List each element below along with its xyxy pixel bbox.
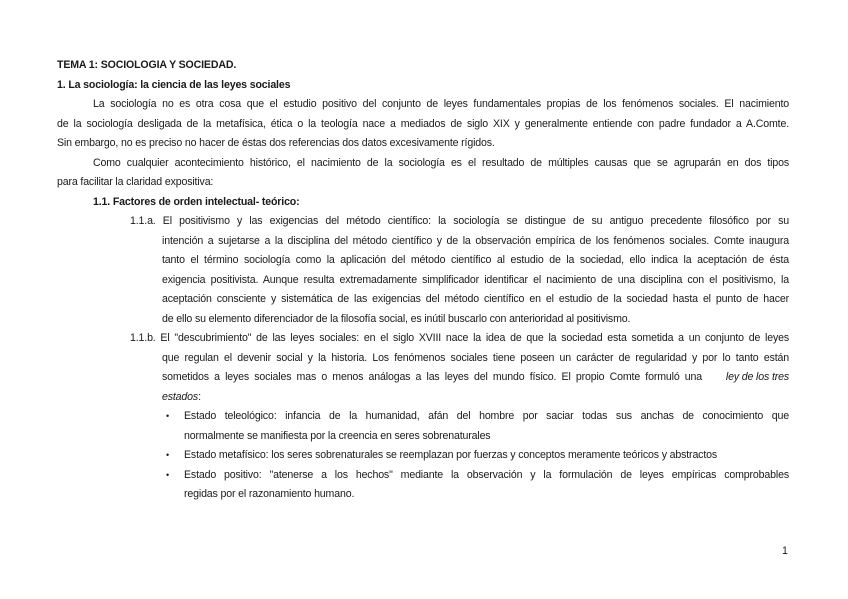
item-b-text: sometidos a leyes sociales mas o menos análogas a las leyes del mundo físico. El propio Comte formuló una: [162, 371, 702, 383]
item-a-line: exigencia positivista. Aunque resulta extremadamente simplificador identificar el nacimiento de una disciplina con el positivismo, la: [162, 274, 789, 286]
item-b-italic-term: estados: [162, 391, 199, 403]
item-a-line: intención a sujetarse a la disciplina del método científico y de la observación empírica de los fenómenos sociales. Comte inaugura: [162, 235, 789, 247]
item-b-line: [162, 370, 789, 384]
bullet-line: Estado teleológico: infancia de la humanidad, afán del hombre por saciar todas sus anchas de conocimiento que: [184, 410, 789, 422]
item-b-line: [162, 390, 201, 404]
bullet-line: Estado positivo: "atenerse a los hechos" mediante la observación y la formulación de leyes empíricas comprobables: [184, 469, 789, 481]
paragraph-line: de la sociología desligada de la metafísica, ética o la teología nace a mediados de siglo XIX y generalmente entiende con padre fundador a A.Comte.: [57, 118, 789, 130]
item-b-line: que regulan el devenir social y la historia. Los fenómenos sociales tiene poseen un carácter de regularidad y por lo tanto están: [162, 352, 789, 364]
bullet-dot: •: [166, 470, 170, 480]
doc-title: TEMA 1: SOCIOLOGIA Y SOCIEDAD.: [57, 59, 237, 71]
bullet-line: regidas por el razonamiento humano.: [184, 488, 355, 500]
page-number: 1: [782, 545, 788, 557]
paragraph-line: Como cualquier acontecimiento histórico, el nacimiento de la sociología es el resultado de múltiples causas que se agruparán en dos tipos: [93, 157, 789, 169]
item-b-italic-term: ley de los tres: [725, 371, 789, 383]
item-b-colon: :: [198, 391, 201, 403]
bullet-line: normalmente se manifiesta por la creencia en seres sobrenaturales: [184, 430, 491, 442]
subsection-heading: 1.1. Factores de orden intelectual- teórico:: [93, 196, 300, 208]
item-a-line: 1.1.a. El positivismo y las exigencias del método científico: la sociología se distingue de su antiguo precedente filosófico por su: [130, 215, 789, 227]
bullet-dot: •: [166, 411, 170, 421]
item-a-line: tanto el término sociología como la aplicación del método científico al estudio de la sociedad, ello indica la aceptación de ésta: [162, 254, 789, 266]
paragraph-line: para facilitar la claridad expositiva:: [57, 176, 214, 188]
section-heading: 1. La sociología: la ciencia de las leyes sociales: [57, 79, 291, 91]
bullet-line: Estado metafísico: los seres sobrenaturales se reemplazan por fuerzas y conceptos meramente teóricos y abstractos: [184, 449, 718, 461]
item-b-line: 1.1.b. El "descubrimiento" de las leyes sociales: en el siglo XVIII nace la idea de que la sociedad esta sometida a un conjunto de leyes: [130, 332, 789, 344]
paragraph-line: La sociología no es otra cosa que el estudio positivo del conjunto de leyes fundamentales propias de los fenómenos sociales. El nacimiento: [93, 98, 789, 110]
item-a-line: aceptación consciente y sistemática de las exigencias del método científico en el estudio de la sociedad hasta el punto de hacer: [162, 293, 789, 305]
bullet-dot: •: [166, 450, 170, 460]
paragraph-line: Sin embargo, no es preciso no hacer de éstas dos referencias dos datos excesivamente rígidos.: [57, 137, 495, 149]
item-a-line: de ello su elemento diferenciador de la filosofía social, es inútil buscarlo con anterioridad al positivismo.: [162, 313, 631, 325]
